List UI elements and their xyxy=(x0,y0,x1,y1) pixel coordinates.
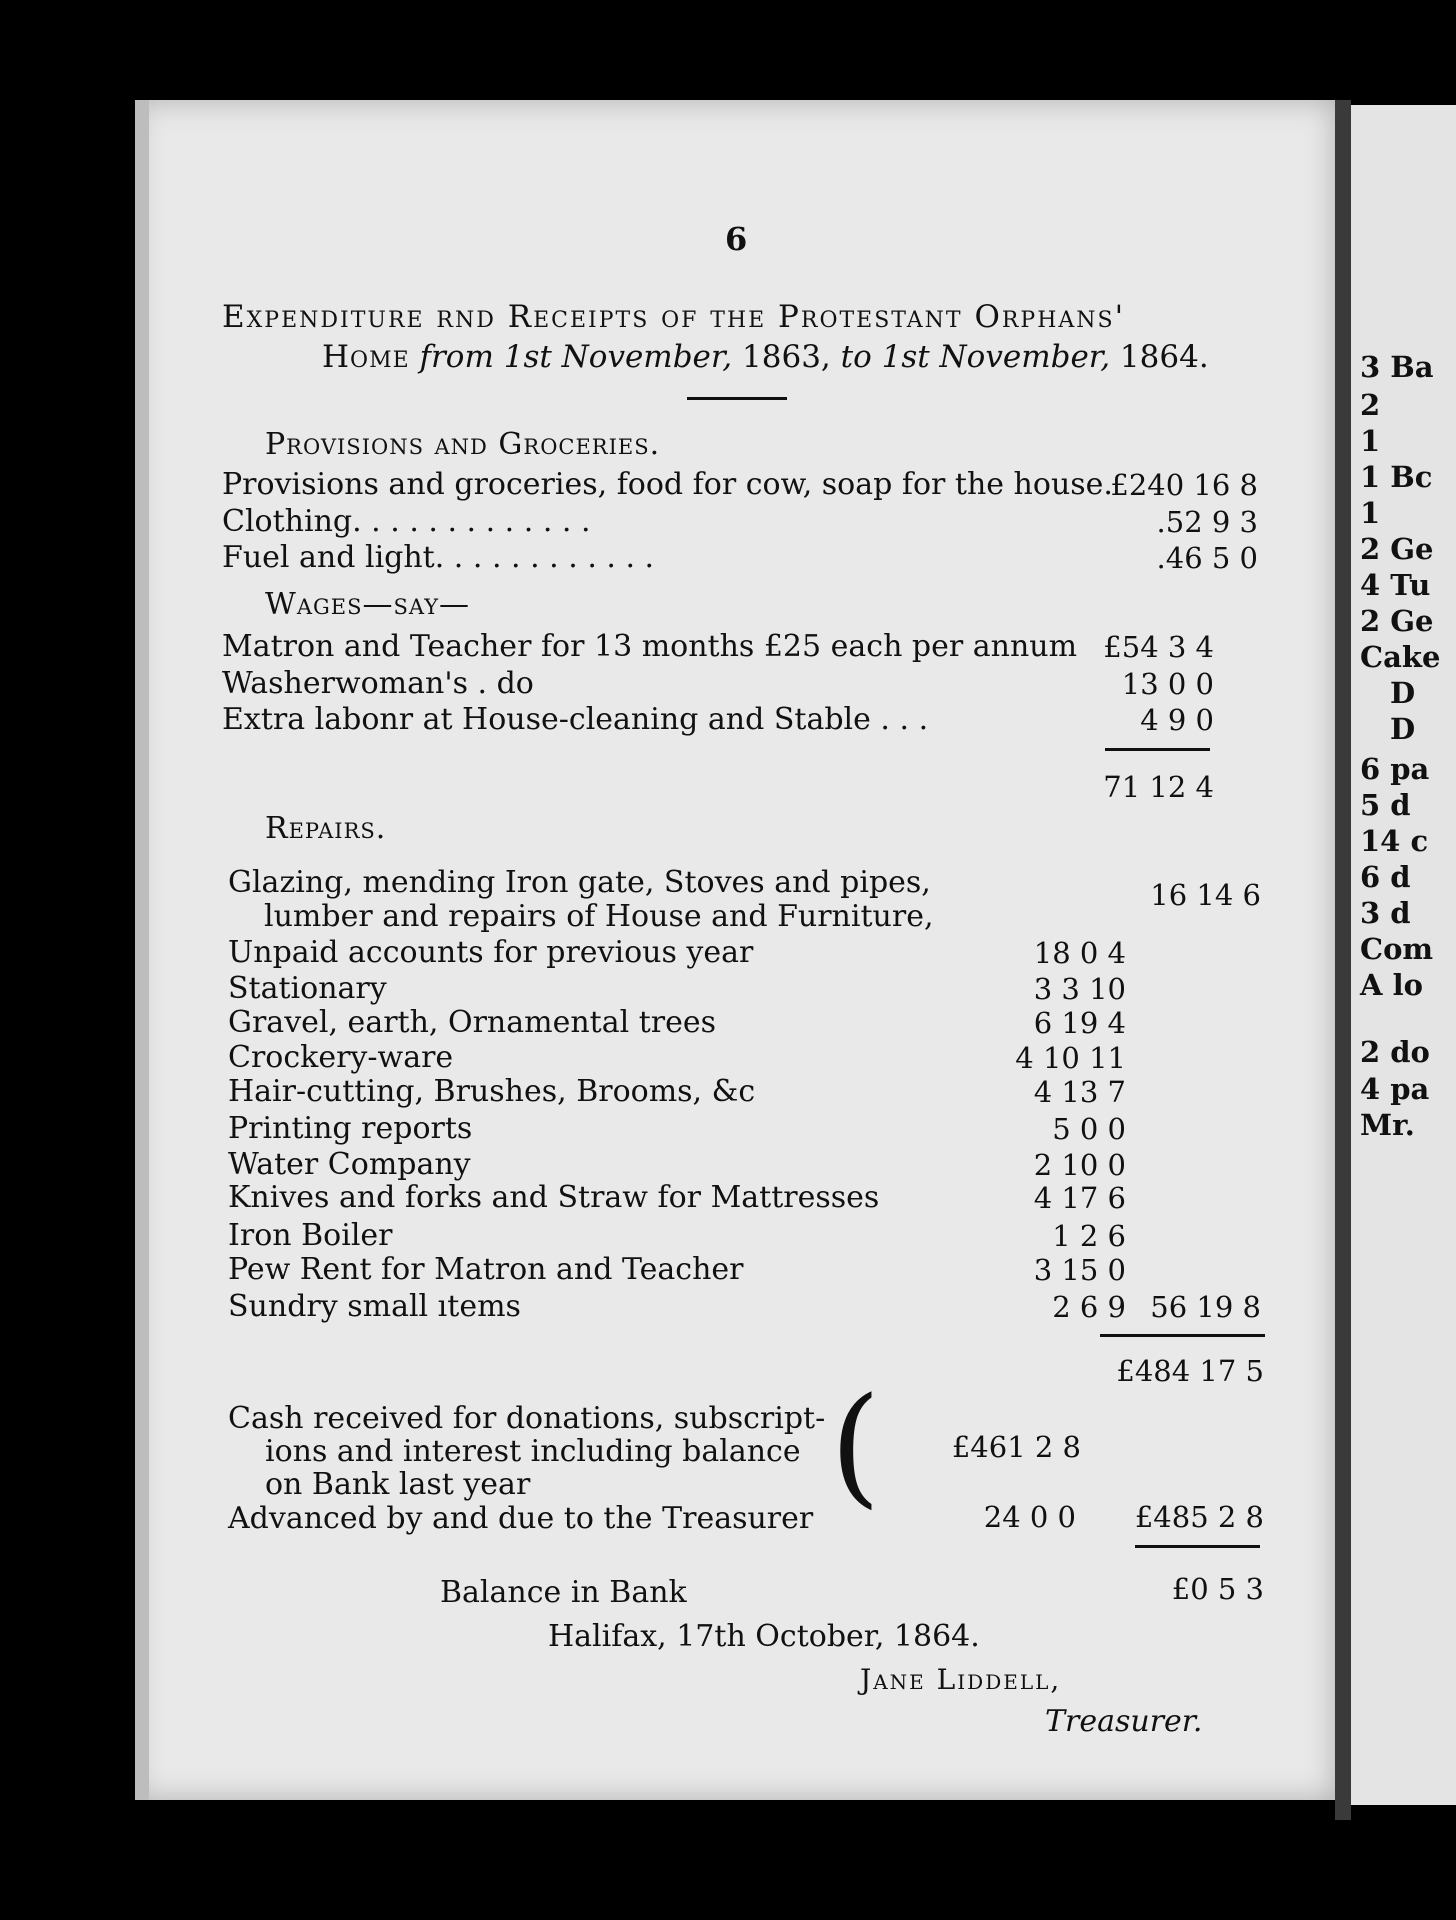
provisions-heading: Provisions and Groceries. xyxy=(265,427,661,462)
matron-row-amount: £54 3 4 xyxy=(1103,630,1214,664)
margin-text: 1 xyxy=(1360,424,1381,458)
repair-row-amount: 4 13 7 xyxy=(1033,1075,1126,1109)
title-rule xyxy=(687,397,787,400)
place-date: Halifax, 17th October, 1864. xyxy=(548,1619,980,1654)
margin-text: 1 xyxy=(1360,496,1381,530)
margin-text: 6 d xyxy=(1360,860,1411,894)
repair-row-label: Stationary xyxy=(228,971,387,1006)
repair-row-label: Unpaid accounts for previous year xyxy=(228,935,754,970)
total-rule xyxy=(1100,1334,1265,1337)
cash-received-line3: on Bank last year xyxy=(265,1467,531,1502)
repair-row-amount: 1 2 6 xyxy=(1052,1219,1126,1253)
title-to: to 1st November, xyxy=(840,339,1111,375)
margin-text: 5 d xyxy=(1360,788,1411,822)
receipts-total: £485 2 8 xyxy=(1134,1500,1264,1534)
title-home: Home xyxy=(322,339,410,375)
margin-text: Mr. xyxy=(1360,1108,1415,1142)
extra-labour-row-amount: 4 9 0 xyxy=(1140,703,1214,737)
document-title-line1: Expenditure rnd Receipts of the Protestant Orphans' xyxy=(222,299,1126,335)
margin-text: D xyxy=(1390,712,1416,746)
repair-row-label: Water Company xyxy=(228,1147,471,1182)
repair-row-amount: 2 10 0 xyxy=(1033,1148,1126,1182)
repair-row-amount: 18 0 4 xyxy=(1033,936,1126,970)
repair-row-amount: 5 0 0 xyxy=(1052,1112,1126,1146)
extra-labour-row-label: Extra labonr at House-cleaning and Stable . . . xyxy=(222,702,929,737)
provisions-row-label: Provisions and groceries, food for cow, soap for the house. xyxy=(222,467,1113,502)
margin-text: 2 Ge xyxy=(1360,532,1434,566)
document-title-line2 xyxy=(322,340,1209,374)
repair-row-amount: 3 3 10 xyxy=(1033,972,1126,1006)
signatory-name: Jane Liddell, xyxy=(860,1663,1062,1696)
margin-text: 4 Tu xyxy=(1360,568,1431,602)
title-year-end: 1864. xyxy=(1119,339,1209,375)
repair-row-label: Sundry small ıtems xyxy=(228,1289,521,1324)
margin-text: Cake xyxy=(1360,640,1441,674)
margin-text: 14 c xyxy=(1360,824,1429,858)
balance-label: Balance in Bank xyxy=(440,1575,687,1610)
repair-row-label: Iron Boiler xyxy=(228,1218,393,1253)
wages-rule xyxy=(1105,748,1210,751)
signatory-title: Treasurer. xyxy=(1045,1704,1203,1739)
matron-row-label: Matron and Teacher for 13 months £25 each per annum xyxy=(222,629,1078,664)
margin-text: Com xyxy=(1360,932,1434,966)
repairs-heading: Repairs. xyxy=(265,811,387,846)
margin-text: 3 Ba xyxy=(1360,350,1434,384)
cash-received-line1: Cash received for donations, subscript- xyxy=(228,1401,826,1436)
washerwoman-row-amount: 13 0 0 xyxy=(1121,667,1214,701)
fuel-row-label: Fuel and light. . . . . . . . . . . . xyxy=(222,540,655,575)
repair-row-amount: 4 10 11 xyxy=(1015,1041,1126,1075)
glazing-label-line1: Glazing, mending Iron gate, Stoves and pipes, xyxy=(228,865,931,900)
margin-text: 4 pa xyxy=(1360,1072,1430,1106)
wages-subtotal: 71 12 4 xyxy=(1103,770,1214,804)
cash-received-line2: ions and interest including balance xyxy=(265,1434,801,1469)
margin-text: 2 xyxy=(1360,388,1381,422)
margin-text: 2 do xyxy=(1360,1035,1430,1069)
repair-row-label: Knives and forks and Straw for Mattresses xyxy=(228,1180,880,1215)
provisions-row-amount: £240 16 8 xyxy=(1110,468,1258,502)
fuel-row-amount: .46 5 0 xyxy=(1156,541,1258,575)
repair-row-amount: 6 19 4 xyxy=(1033,1006,1126,1040)
page-edge xyxy=(135,100,149,1800)
repair-row-label: Gravel, earth, Ornamental trees xyxy=(228,1005,717,1040)
repair-row-label: Crockery-ware xyxy=(228,1040,454,1075)
total-expenditure: £484 17 5 xyxy=(1116,1354,1264,1388)
balance-rule xyxy=(1135,1545,1260,1548)
advanced-label: Advanced by and due to the Treasurer xyxy=(228,1501,814,1536)
advanced-amount: 24 0 0 xyxy=(983,1500,1076,1534)
title-from: from 1st November, xyxy=(419,339,733,375)
repair-row-amount: 2 6 9 xyxy=(1052,1290,1126,1324)
margin-text: 3 d xyxy=(1360,896,1411,930)
margin-text: 1 Bc xyxy=(1360,460,1433,494)
wages-heading: Wages—say— xyxy=(265,587,471,622)
page-gutter xyxy=(1335,100,1351,1820)
title-year-start: 1863, xyxy=(742,339,831,375)
repair-row-label: Pew Rent for Matron and Teacher xyxy=(228,1252,744,1287)
repair-row-amount: 4 17 6 xyxy=(1033,1181,1126,1215)
repair-row-label: Hair-cutting, Brushes, Brooms, &c xyxy=(228,1074,756,1109)
page-number: 6 xyxy=(725,220,748,258)
cash-received-amount: £461 2 8 xyxy=(951,1430,1081,1464)
balance-amount: £0 5 3 xyxy=(1171,1572,1264,1606)
repairs-subtotal: 56 19 8 xyxy=(1150,1290,1261,1324)
margin-text: D xyxy=(1390,676,1416,710)
glazing-amount: 16 14 6 xyxy=(1150,878,1261,912)
clothing-row-amount: .52 9 3 xyxy=(1156,505,1258,539)
margin-text: 6 pa xyxy=(1360,752,1430,786)
washerwoman-row-label: Washerwoman's . do xyxy=(222,666,534,701)
repair-row-amount: 3 15 0 xyxy=(1033,1253,1126,1287)
clothing-row-label: Clothing. . . . . . . . . . . . . xyxy=(222,504,591,539)
margin-text: 2 Ge xyxy=(1360,604,1434,638)
margin-text: A lo xyxy=(1360,968,1423,1002)
glazing-label-line2: lumber and repairs of House and Furniture, xyxy=(264,899,934,934)
receipts-brace: ( xyxy=(830,1369,881,1521)
repair-row-label: Printing reports xyxy=(228,1111,473,1146)
